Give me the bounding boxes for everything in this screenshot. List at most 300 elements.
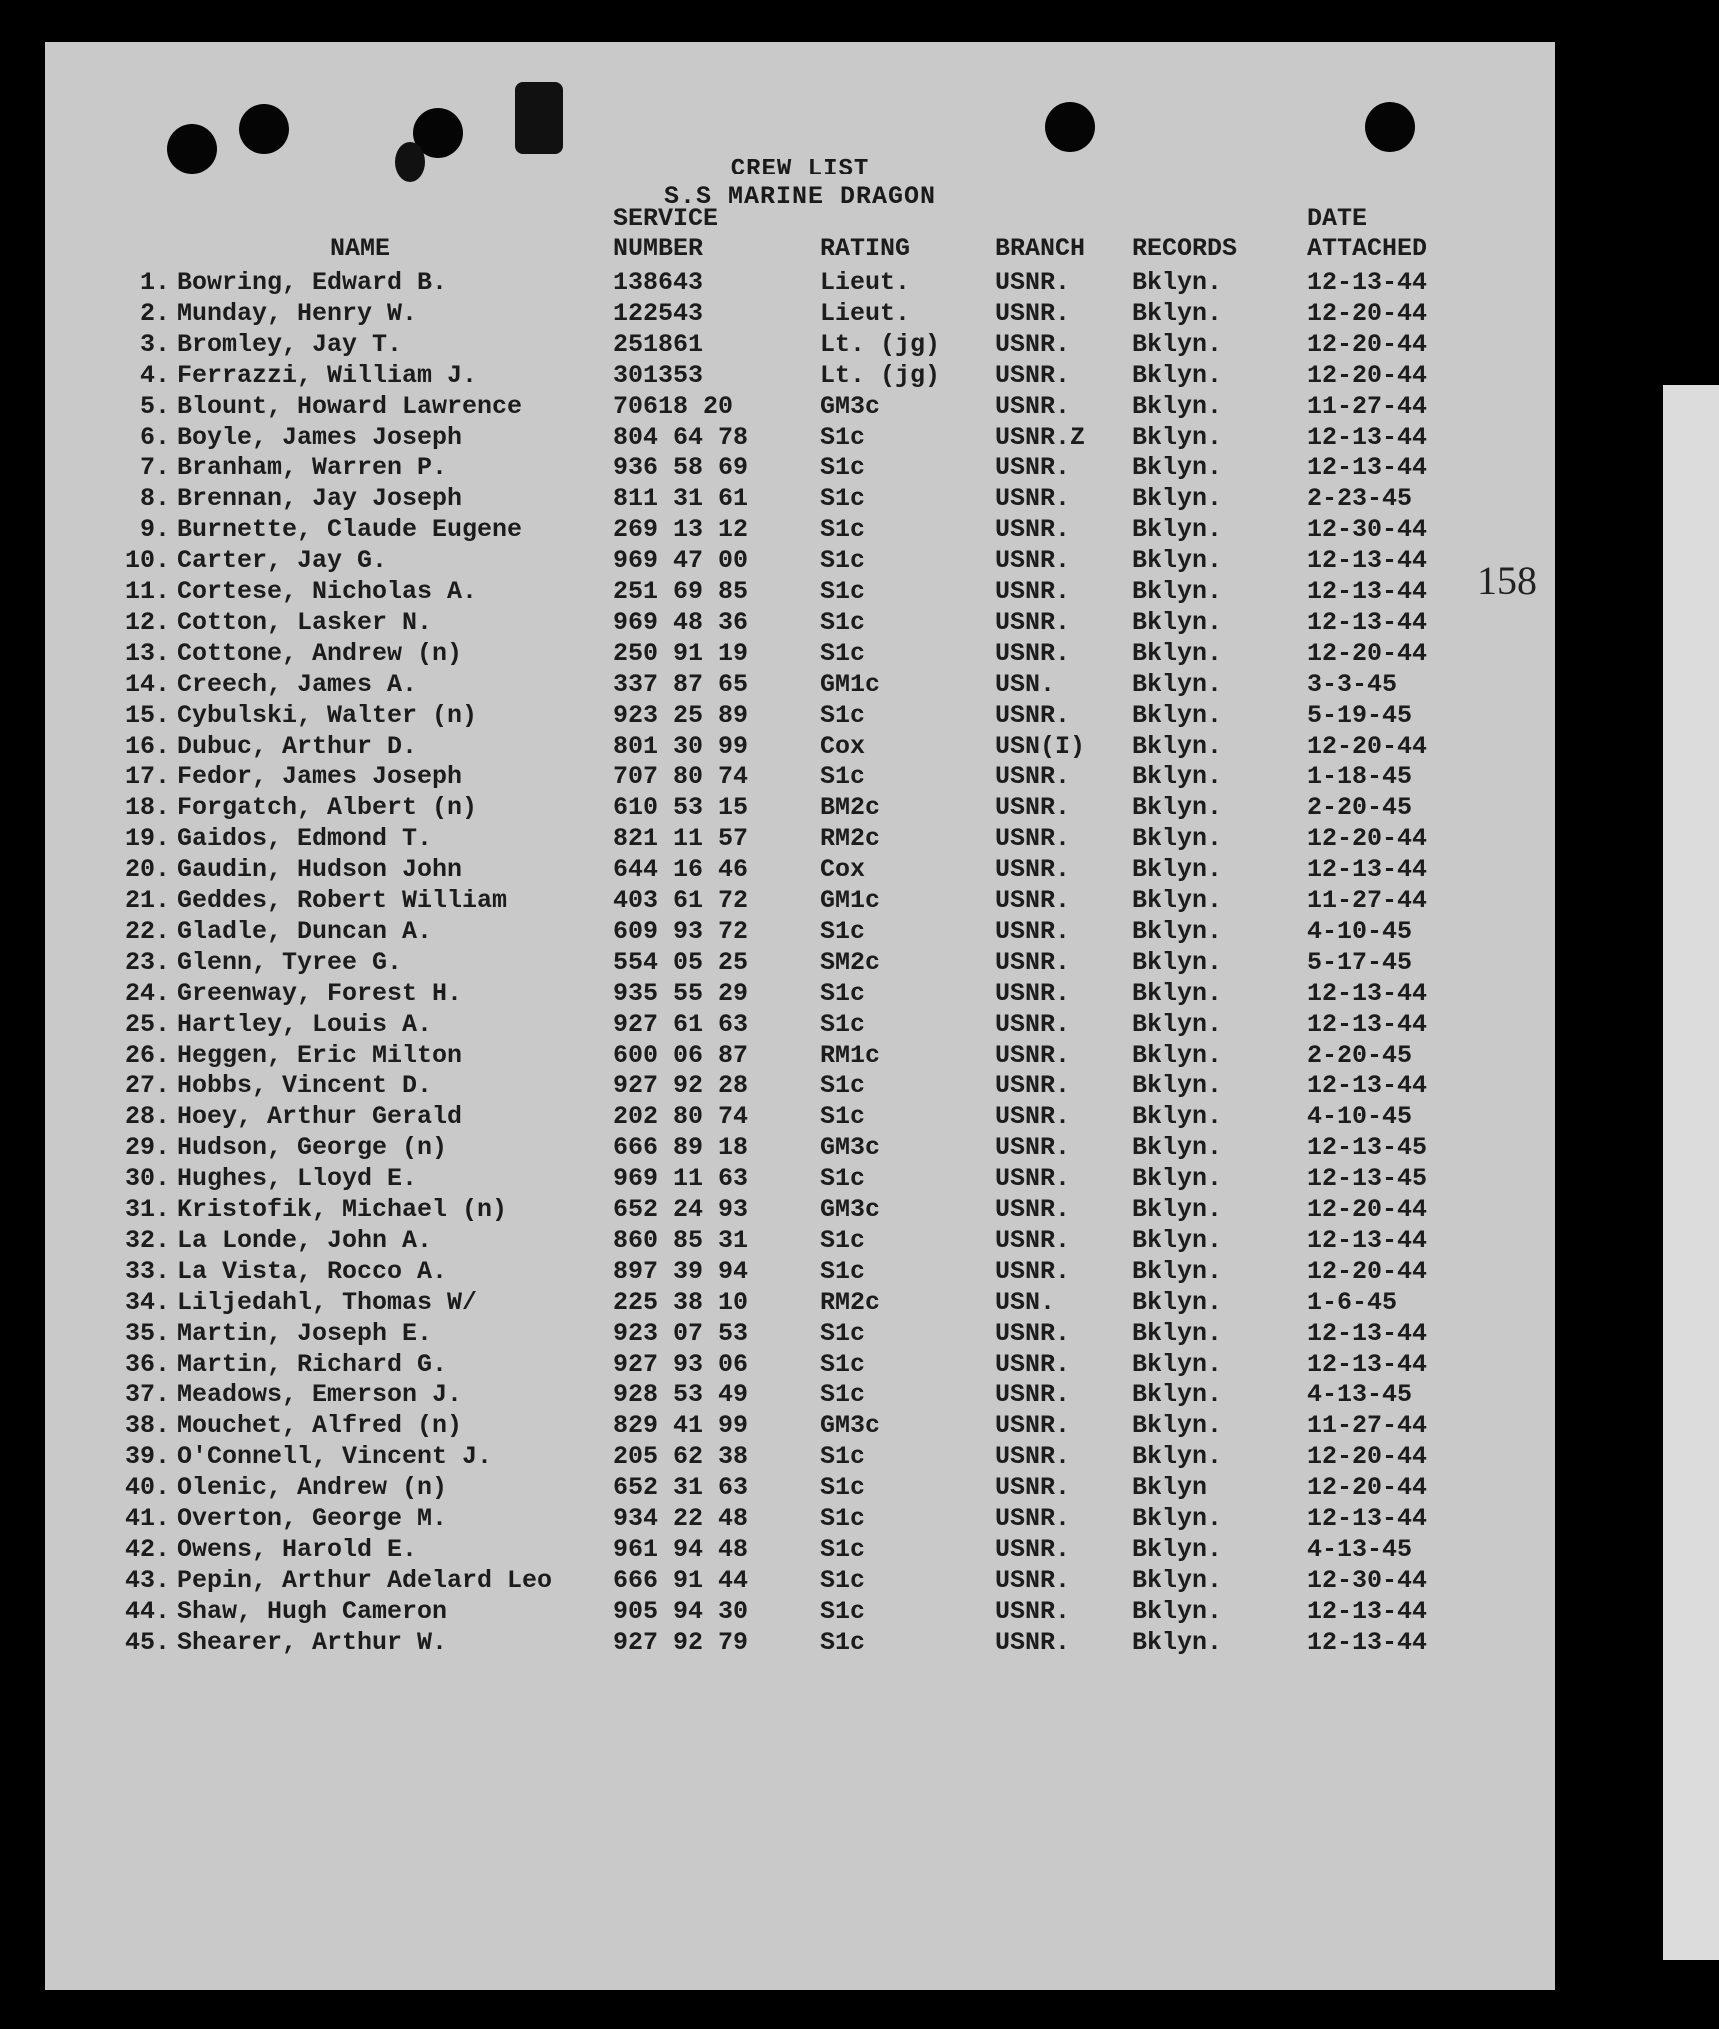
cell-name: Hughes, Lloyd E.: [177, 1164, 418, 1194]
cell-service: 927 61 63: [613, 1009, 749, 1039]
cell-service: 821 11 57: [613, 824, 749, 854]
cell-service: 301353: [613, 360, 704, 390]
cell-branch: USNR.: [995, 1102, 1071, 1132]
document-title: S.S MARINE DRAGON: [663, 182, 937, 211]
document-page: [45, 42, 1555, 1990]
cell-service: 928 53 49: [613, 1380, 749, 1410]
cell-name: Cotton, Lasker N.: [177, 607, 433, 637]
cell-name: Greenway, Forest H.: [177, 978, 463, 1008]
table-row: [45, 1195, 1555, 1226]
table-row: [45, 886, 1555, 917]
cell-service: 600 06 87: [613, 1040, 749, 1070]
cell-date: 1-6-45: [1307, 1287, 1398, 1317]
cell-num: 34.: [124, 1287, 170, 1317]
cell-name: Hoey, Arthur Gerald: [177, 1102, 463, 1132]
cell-rating: S1c: [820, 1318, 866, 1348]
table-row: [45, 1535, 1555, 1566]
table-row: [45, 948, 1555, 979]
table-row: [45, 1288, 1555, 1319]
document-title-top: CREW LIST: [730, 156, 870, 174]
cell-rating: S1c: [820, 700, 866, 730]
cell-records: Bklyn.: [1132, 947, 1223, 977]
cell-branch: USNR.: [995, 793, 1071, 823]
cell-name: Kristofik, Michael (n): [177, 1195, 508, 1224]
cell-name: La Vista, Rocco A.: [177, 1256, 448, 1286]
table-row: [45, 1628, 1555, 1659]
cell-rating: S1c: [820, 1256, 866, 1286]
cell-date: 12-13-45: [1307, 1164, 1428, 1194]
cell-rating: GM3c: [820, 1133, 881, 1163]
header-service-number-2: NUMBER: [613, 234, 704, 263]
cell-date: 12-30-44: [1307, 1565, 1428, 1595]
cell-date: 12-20-44: [1307, 1195, 1428, 1224]
cell-date: 12-13-44: [1307, 607, 1428, 637]
table-row: [45, 608, 1555, 639]
cell-name: Shaw, Hugh Cameron: [177, 1596, 448, 1626]
cell-date: 12-20-44: [1307, 638, 1428, 668]
table-row: [45, 268, 1555, 299]
header-records: RECORDS: [1132, 234, 1238, 263]
cell-num: 32.: [124, 1225, 170, 1255]
table-row: [45, 515, 1555, 546]
cell-num: 17.: [124, 762, 170, 792]
cell-name: Owens, Harold E.: [177, 1534, 418, 1564]
cell-branch: USN.: [995, 669, 1056, 699]
cell-records: Bklyn.: [1132, 978, 1223, 1008]
cell-branch: USNR.: [995, 1534, 1071, 1564]
cell-name: Gaudin, Hudson John: [177, 855, 463, 885]
cell-branch: USNR.: [995, 1565, 1071, 1595]
cell-service: 923 07 53: [613, 1318, 749, 1348]
cell-date: 12-13-44: [1307, 268, 1428, 297]
cell-branch: USNR.: [995, 391, 1071, 421]
cell-branch: USN.: [995, 1287, 1056, 1317]
cell-name: Shearer, Arthur W.: [177, 1627, 448, 1657]
cell-name: Martin, Joseph E.: [177, 1318, 433, 1348]
cell-rating: S1c: [820, 1442, 866, 1472]
table-row: [45, 1041, 1555, 1072]
cell-service: 936 58 69: [613, 453, 749, 483]
cell-num: 6.: [139, 422, 170, 452]
cell-branch: USNR.: [995, 947, 1071, 977]
cell-name: Ferrazzi, William J.: [177, 360, 478, 390]
cell-service: 811 31 61: [613, 484, 749, 514]
cell-num: 14.: [124, 669, 170, 699]
cell-service: 860 85 31: [613, 1225, 749, 1255]
table-row: [45, 484, 1555, 515]
cell-records: Bklyn.: [1132, 1071, 1223, 1101]
cell-records: Bklyn.: [1132, 268, 1223, 297]
cell-records: Bklyn.: [1132, 700, 1223, 730]
cell-name: Liljedahl, Thomas W/: [177, 1287, 478, 1317]
table-row: [45, 423, 1555, 454]
cell-rating: S1c: [820, 1102, 866, 1132]
cell-num: 16.: [124, 731, 170, 761]
cell-date: 2-20-45: [1307, 1040, 1413, 1070]
cell-rating: S1c: [820, 1009, 866, 1039]
cell-num: 42.: [124, 1534, 170, 1564]
cell-rating: S1c: [820, 546, 866, 576]
cell-rating: S1c: [820, 638, 866, 668]
cell-records: Bklyn.: [1132, 1225, 1223, 1255]
cell-name: Burnette, Claude Eugene: [177, 515, 523, 545]
cell-records: Bklyn.: [1132, 546, 1223, 576]
cell-date: 4-13-45: [1307, 1534, 1413, 1564]
cell-records: Bklyn.: [1132, 1164, 1223, 1194]
cell-service: 652 31 63: [613, 1473, 749, 1503]
page-number-stamp: 158: [1477, 558, 1537, 603]
cell-branch: USNR.: [995, 1596, 1071, 1626]
cell-service: 927 92 79: [613, 1627, 749, 1657]
table-row: [45, 1257, 1555, 1288]
cell-rating: GM3c: [820, 1411, 881, 1441]
cell-branch: USNR.: [995, 546, 1071, 576]
cell-num: 15.: [124, 700, 170, 730]
cell-branch: USNR.: [995, 1195, 1071, 1224]
cell-records: Bklyn.: [1132, 298, 1223, 328]
table-row: [45, 979, 1555, 1010]
header-branch: BRANCH: [995, 234, 1086, 263]
cell-branch: USNR.: [995, 1411, 1071, 1441]
cell-rating: S1c: [820, 607, 866, 637]
cell-records: Bklyn.: [1132, 1256, 1223, 1286]
punch-hole: [1365, 102, 1415, 152]
cell-records: Bklyn.: [1132, 886, 1223, 915]
cell-service: 969 11 63: [613, 1164, 749, 1194]
cell-rating: RM1c: [820, 1040, 881, 1070]
table-row: [45, 1010, 1555, 1041]
cell-rating: S1c: [820, 978, 866, 1008]
cell-rating: S1c: [820, 1534, 866, 1564]
cell-date: 12-13-44: [1307, 577, 1428, 606]
cell-date: 12-13-44: [1307, 1627, 1428, 1657]
cell-service: 250 91 19: [613, 638, 749, 668]
cell-rating: S1c: [820, 1164, 866, 1194]
cell-date: 12-13-44: [1307, 1349, 1428, 1379]
header-date-2: ATTACHED: [1307, 234, 1428, 263]
cell-records: Bklyn.: [1132, 1596, 1223, 1626]
cell-records: Bklyn.: [1132, 1040, 1223, 1070]
cell-num: 5.: [139, 391, 170, 421]
header-service-number-1: SERVICE: [613, 204, 719, 233]
cell-num: 29.: [124, 1133, 170, 1163]
cell-branch: USNR.: [995, 1380, 1071, 1410]
cell-service: 251861: [613, 329, 704, 359]
cell-service: 251 69 85: [613, 577, 749, 606]
cell-rating: GM3c: [820, 391, 881, 421]
cell-branch: USNR.: [995, 916, 1071, 946]
cell-date: 12-13-44: [1307, 546, 1428, 576]
cell-name: Martin, Richard G.: [177, 1349, 448, 1379]
cell-service: 897 39 94: [613, 1256, 749, 1286]
cell-service: 927 93 06: [613, 1349, 749, 1379]
table-row: [45, 1597, 1555, 1628]
cell-date: 11-27-44: [1307, 1411, 1428, 1441]
cell-num: 21.: [124, 886, 170, 915]
cell-num: 8.: [139, 484, 170, 514]
cell-branch: USNR.: [995, 1349, 1071, 1379]
cell-num: 18.: [124, 793, 170, 823]
cell-date: 12-20-44: [1307, 298, 1428, 328]
cell-name: Pepin, Arthur Adelard Leo: [177, 1565, 553, 1595]
cell-name: Overton, George M.: [177, 1504, 448, 1533]
cell-name: Carter, Jay G.: [177, 546, 388, 576]
cell-date: 12-20-44: [1307, 1442, 1428, 1472]
table-row: [45, 1319, 1555, 1350]
cell-rating: S1c: [820, 1504, 866, 1533]
cell-num: 40.: [124, 1473, 170, 1503]
cell-rating: Lieut.: [820, 298, 911, 328]
cell-num: 11.: [124, 577, 170, 606]
header-date-1: DATE: [1307, 204, 1368, 233]
cell-num: 26.: [124, 1040, 170, 1070]
cell-branch: USNR.: [995, 515, 1071, 545]
cell-rating: S1c: [820, 1380, 866, 1410]
cell-records: Bklyn.: [1132, 1318, 1223, 1348]
cell-date: 12-20-44: [1307, 731, 1428, 761]
cell-records: Bklyn.: [1132, 793, 1223, 823]
cell-date: 12-20-44: [1307, 824, 1428, 854]
cell-name: Hudson, George (n): [177, 1133, 448, 1163]
cell-service: 923 25 89: [613, 700, 749, 730]
cell-num: 25.: [124, 1009, 170, 1039]
cell-rating: S1c: [820, 453, 866, 483]
cell-date: 2-23-45: [1307, 484, 1413, 514]
table-row: [45, 855, 1555, 886]
cell-name: Bromley, Jay T.: [177, 329, 403, 359]
cell-branch: USNR.: [995, 298, 1071, 328]
cell-rating: SM2c: [820, 947, 881, 977]
cell-service: 935 55 29: [613, 978, 749, 1008]
cell-branch: USNR.: [995, 824, 1071, 854]
cell-records: Bklyn.: [1132, 731, 1223, 761]
cell-name: Hobbs, Vincent D.: [177, 1071, 433, 1101]
cell-branch: USNR.: [995, 1133, 1071, 1163]
cell-num: 27.: [124, 1071, 170, 1101]
cell-name: Boyle, James Joseph: [177, 422, 463, 452]
cell-records: Bklyn.: [1132, 1504, 1223, 1533]
cell-num: 24.: [124, 978, 170, 1008]
cell-rating: Lt. (jg): [820, 329, 941, 359]
cell-records: Bklyn.: [1132, 1411, 1223, 1441]
cell-service: 609 93 72: [613, 916, 749, 946]
cell-date: 12-20-44: [1307, 360, 1428, 390]
cell-rating: S1c: [820, 1627, 866, 1657]
cell-rating: Cox: [820, 855, 866, 885]
cell-name: Bowring, Edward B.: [177, 268, 448, 297]
cell-num: 2.: [139, 298, 170, 328]
cell-branch: USNR.: [995, 700, 1071, 730]
cell-service: 70618 20: [613, 391, 734, 421]
cell-num: 44.: [124, 1596, 170, 1626]
table-row: [45, 701, 1555, 732]
punch-hole: [1045, 102, 1095, 152]
cell-records: Bklyn.: [1132, 1442, 1223, 1472]
cell-service: 666 89 18: [613, 1133, 749, 1163]
cell-rating: S1c: [820, 1596, 866, 1626]
cell-rating: GM1c: [820, 669, 881, 699]
cell-branch: USNR.: [995, 638, 1071, 668]
table-row: [45, 1504, 1555, 1535]
cell-date: 12-13-44: [1307, 1596, 1428, 1626]
cell-records: Bklyn.: [1132, 669, 1223, 699]
table-row: [45, 577, 1555, 608]
cell-records: Bklyn.: [1132, 762, 1223, 792]
cell-rating: GM3c: [820, 1195, 881, 1224]
cell-date: 3-3-45: [1307, 669, 1398, 699]
cell-service: 122543: [613, 298, 704, 328]
cell-num: 38.: [124, 1411, 170, 1441]
cell-name: Meadows, Emerson J.: [177, 1380, 463, 1410]
cell-branch: USNR.: [995, 1256, 1071, 1286]
cell-records: Bklyn.: [1132, 1627, 1223, 1657]
cell-branch: USNR.: [995, 268, 1071, 297]
cell-rating: GM1c: [820, 886, 881, 915]
cell-service: 554 05 25: [613, 947, 749, 977]
cell-records: Bklyn.: [1132, 453, 1223, 483]
table-row: [45, 1133, 1555, 1164]
cell-rating: Lt. (jg): [820, 360, 941, 390]
cell-name: Dubuc, Arthur D.: [177, 731, 418, 761]
cell-records: Bklyn.: [1132, 329, 1223, 359]
cell-branch: USNR.: [995, 762, 1071, 792]
cell-branch: USNR.: [995, 978, 1071, 1008]
cell-rating: S1c: [820, 515, 866, 545]
table-row: [45, 361, 1555, 392]
cell-service: 337 87 65: [613, 669, 749, 699]
cell-branch: USNR.: [995, 360, 1071, 390]
cell-date: 11-27-44: [1307, 886, 1428, 915]
cell-rating: S1c: [820, 762, 866, 792]
table-row: [45, 639, 1555, 670]
cell-rating: S1c: [820, 1565, 866, 1595]
cell-records: Bklyn.: [1132, 824, 1223, 854]
cell-name: Heggen, Eric Milton: [177, 1040, 463, 1070]
cell-service: 804 64 78: [613, 422, 749, 452]
cell-service: 969 48 36: [613, 607, 749, 637]
cell-date: 12-20-44: [1307, 1473, 1428, 1503]
cell-num: 37.: [124, 1380, 170, 1410]
cell-service: 225 38 10: [613, 1287, 749, 1317]
cell-num: 41.: [124, 1504, 170, 1533]
table-row: [45, 1566, 1555, 1597]
cell-num: 13.: [124, 638, 170, 668]
cell-num: 20.: [124, 855, 170, 885]
cell-name: Creech, James A.: [177, 669, 418, 699]
cell-rating: RM2c: [820, 1287, 881, 1317]
cell-num: 30.: [124, 1164, 170, 1194]
cell-rating: S1c: [820, 916, 866, 946]
cell-num: 33.: [124, 1256, 170, 1286]
cell-date: 12-13-44: [1307, 1225, 1428, 1255]
cell-name: Forgatch, Albert (n): [177, 793, 478, 823]
cell-service: 652 24 93: [613, 1195, 749, 1224]
cell-records: Bklyn.: [1132, 515, 1223, 545]
cell-num: 9.: [139, 515, 170, 545]
cell-records: Bklyn.: [1132, 1565, 1223, 1595]
table-row: [45, 793, 1555, 824]
cell-service: 927 92 28: [613, 1071, 749, 1101]
cell-name: Cottone, Andrew (n): [177, 638, 463, 668]
cell-name: Cybulski, Walter (n): [177, 700, 478, 730]
cell-date: 4-13-45: [1307, 1380, 1413, 1410]
table-row: [45, 1411, 1555, 1442]
cell-rating: S1c: [820, 422, 866, 452]
table-row: [45, 299, 1555, 330]
table-row: [45, 330, 1555, 361]
cell-rating: RM2c: [820, 824, 881, 854]
cell-rating: Cox: [820, 731, 866, 761]
cell-rating: S1c: [820, 1473, 866, 1503]
cell-date: 5-17-45: [1307, 947, 1413, 977]
page-edge-strip: [1663, 385, 1719, 1960]
table-row: [45, 824, 1555, 855]
cell-service: 644 16 46: [613, 855, 749, 885]
cell-date: 12-20-44: [1307, 329, 1428, 359]
cell-branch: USNR.: [995, 1442, 1071, 1472]
cell-name: Glenn, Tyree G.: [177, 947, 403, 977]
cell-service: 801 30 99: [613, 731, 749, 761]
header-name: NAME: [330, 234, 391, 263]
cell-service: 202 80 74: [613, 1102, 749, 1132]
table-row: [45, 1473, 1555, 1504]
cell-num: 3.: [139, 329, 170, 359]
cell-service: 707 80 74: [613, 762, 749, 792]
cell-records: Bklyn.: [1132, 422, 1223, 452]
cell-rating: BM2c: [820, 793, 881, 823]
cell-branch: USNR.: [995, 1009, 1071, 1039]
table-row: [45, 1164, 1555, 1195]
cell-date: 12-13-44: [1307, 422, 1428, 452]
cell-date: 12-13-44: [1307, 453, 1428, 483]
cell-date: 1-18-45: [1307, 762, 1413, 792]
cell-num: 1.: [139, 268, 170, 297]
table-row: [45, 1380, 1555, 1411]
cell-name: O'Connell, Vincent J.: [177, 1442, 493, 1472]
cell-date: 11-27-44: [1307, 391, 1428, 421]
cell-records: Bklyn.: [1132, 484, 1223, 514]
cell-date: 12-13-44: [1307, 855, 1428, 885]
table-row: [45, 732, 1555, 763]
cell-records: Bklyn.: [1132, 1534, 1223, 1564]
cell-name: Cortese, Nicholas A.: [177, 577, 478, 606]
cell-num: 19.: [124, 824, 170, 854]
cell-service: 934 22 48: [613, 1504, 749, 1533]
cell-date: 12-13-44: [1307, 978, 1428, 1008]
cell-date: 5-19-45: [1307, 700, 1413, 730]
cell-branch: USNR.: [995, 607, 1071, 637]
cell-date: 12-13-44: [1307, 1318, 1428, 1348]
cell-service: 969 47 00: [613, 546, 749, 576]
cell-date: 4-10-45: [1307, 1102, 1413, 1132]
cell-service: 905 94 30: [613, 1596, 749, 1626]
cell-records: Bklyn: [1132, 1473, 1208, 1503]
cell-num: 45.: [124, 1627, 170, 1657]
cell-service: 666 91 44: [613, 1565, 749, 1595]
cell-num: 7.: [139, 453, 170, 483]
cell-date: 12-30-44: [1307, 515, 1428, 545]
cell-branch: USNR.: [995, 1504, 1071, 1533]
table-row: [45, 1071, 1555, 1102]
cell-branch: USNR.Z: [995, 422, 1086, 452]
table-row: [45, 1442, 1555, 1473]
cell-service: 829 41 99: [613, 1411, 749, 1441]
cell-records: Bklyn.: [1132, 1133, 1223, 1163]
cell-name: Olenic, Andrew (n): [177, 1473, 448, 1503]
cell-service: 205 62 38: [613, 1442, 749, 1472]
cell-date: 2-20-45: [1307, 793, 1413, 823]
cell-branch: USNR.: [995, 1164, 1071, 1194]
